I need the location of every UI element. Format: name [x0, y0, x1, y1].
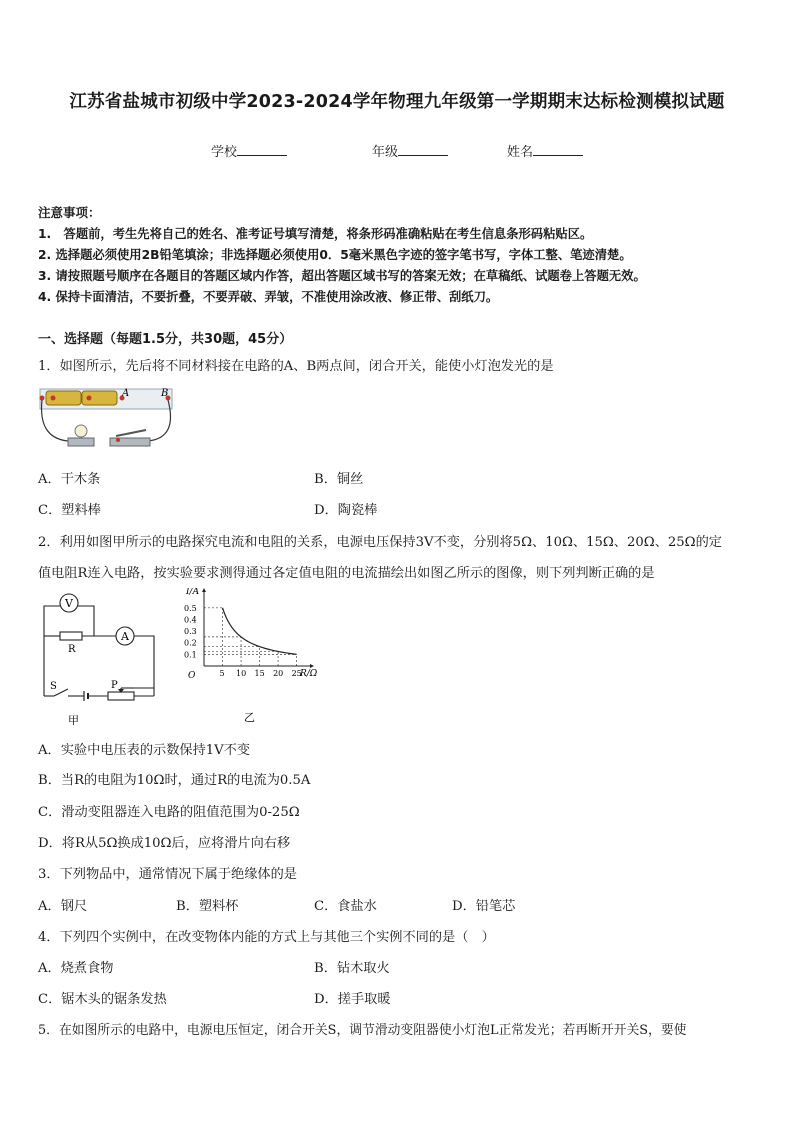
voltmeter-label: V [65, 597, 73, 610]
q2-option-d: D．将R从5Ω换成10Ω后，应将滑片向右移 [38, 836, 291, 851]
name-field: 姓名 [507, 141, 583, 160]
q3-option-c: C．食盐水 [314, 899, 377, 914]
chart-y-tick-label: 0.5 [184, 603, 197, 613]
battery-terminal-icon [87, 396, 92, 401]
switch-base [110, 438, 150, 446]
question-1-stem: 1．如图所示，先后将不同材料接在电路的A、B两点间，闭合开关，能使小灯泡发光的是 [38, 359, 554, 374]
bulb-icon [75, 425, 87, 437]
chart-axes [202, 588, 314, 668]
switch-label: S [50, 681, 57, 692]
grade-blank [398, 144, 448, 156]
chart-x-tick-label: 20 [273, 669, 284, 678]
question-2-stem-line2: 值电阻R连入电路，按实验要求测得通过各定值电阻的电流描绘出如图乙所示的图像，则下列判断正确的是 [38, 566, 655, 581]
ammeter-label: A [121, 630, 129, 643]
question-4-stem: 4．下列四个实例中，在改变物体内能的方式上与其他三个实例不同的是（ ） [38, 930, 495, 945]
q3-option-d: D．铅笔芯 [452, 899, 516, 914]
question-2-stem-line1: 2．利用如图甲所示的电路探究电流和电阻的关系，电源电压保持3V不变，分别将5Ω、10Ω、15Ω、20Ω、25Ω的定 [38, 535, 722, 550]
slider-label: P [111, 680, 118, 691]
q1-circuit-figure [38, 386, 178, 452]
q1-option-a: A．干木条 [38, 472, 101, 487]
label-a: A [122, 388, 130, 399]
q4-option-c: C．锯木头的锯条发热 [38, 992, 167, 1007]
wire [134, 636, 154, 688]
q4-option-a: A．烧煮食物 [38, 961, 114, 976]
chart-ticks [184, 604, 302, 678]
switch-terminal-icon [116, 438, 120, 442]
chart-y-tick-label: 0.1 [184, 650, 197, 660]
resistor-label: R [68, 644, 76, 655]
school-blank [237, 144, 287, 156]
chart-y-tick-label: 0.4 [184, 615, 197, 625]
terminal-icon [40, 396, 45, 401]
chart-origin-label: O [188, 671, 196, 681]
question-3-stem: 3．下列物品中，通常情况下属于绝缘体的是 [38, 867, 297, 882]
chart-x-tick-label: 15 [254, 669, 265, 678]
page-title: 江苏省盐城市初级中学2023-2024学年物理九年级第一学期期末达标检测模拟试题 [69, 92, 725, 112]
q1-option-d: D．陶瓷棒 [314, 503, 378, 518]
note-item: 1. 答题前，考生先将自己的姓名、准考证号填写清楚，将条形码准确粘贴在考生信息条形码粘贴区。 [38, 227, 593, 241]
q3-option-b: B．塑料杯 [176, 899, 239, 914]
chart-y-tick-label: 0.2 [184, 638, 197, 648]
chart-y-axis-label: I/A [186, 588, 200, 597]
q4-option-b: B．钻木取火 [314, 961, 390, 976]
note-item: 4. 保持卡面清洁，不要折叠，不要弄破、弄皱，不准使用涂改液、修正带、刮纸刀。 [38, 290, 499, 304]
chart-y-arrow-icon [202, 588, 206, 592]
notes-heading: 注意事项： [38, 205, 101, 220]
q2-option-c: C．滑动变阻器连入电路的阻值范围为0-25Ω [38, 805, 300, 820]
label-b: B [161, 388, 169, 399]
q2-current-resistance-chart [182, 588, 322, 728]
q4-option-d: D．搓手取暖 [314, 992, 391, 1007]
grade-field: 年级 [372, 141, 448, 160]
circuit-caption: 甲 [68, 714, 79, 727]
wire [44, 606, 60, 636]
note-item: 2. 选择题必须使用2B铅笔填涂；非选择题必须使用0．5毫米黑色字迹的签字笔书写，字体工整、笔迹清楚。 [38, 248, 632, 262]
switch-lever-icon [116, 430, 146, 436]
chart-series-line [223, 608, 297, 655]
chart-x-arrow-icon [310, 664, 314, 668]
q2-option-b: B．当R的电阻为10Ω时，通过R的电流为0.5A [38, 773, 311, 788]
chart-x-axis-label: R/Ω [300, 669, 318, 679]
chart-x-tick-label: 10 [236, 669, 247, 678]
bulb-base [68, 438, 94, 446]
rheostat-icon [108, 692, 134, 700]
battery-terminal-icon [51, 396, 56, 401]
school-field: 学校 [211, 141, 287, 160]
chart-y-tick-label: 0.3 [184, 627, 197, 637]
q1-option-c: C．塑料棒 [38, 503, 101, 518]
chart-x-tick-label: 25 [291, 669, 302, 678]
resistor-icon [60, 632, 82, 640]
q2-option-a: A．实验中电压表的示数保持1V不变 [38, 743, 251, 758]
q2-circuit-figure [38, 592, 163, 728]
chart-x-tick-label: 5 [219, 669, 225, 678]
chart-guides [204, 608, 297, 666]
section-heading: 一、选择题（每题1.5分，共30题，45分） [38, 332, 293, 347]
chart-caption: 乙 [244, 711, 255, 724]
q1-option-b: B．铜丝 [314, 472, 364, 487]
question-5-stem: 5．在如图所示的电路中，电源电压恒定，闭合开关S，调节滑动变阻器使小灯泡L正常发光；若再断开开关S，要使 [38, 1023, 687, 1038]
name-blank [533, 144, 583, 156]
note-item: 3. 请按照题号顺序在各题目的答题区域内作答，超出答题区域书写的答案无效；在草稿纸、试题卷上答题无效。 [38, 269, 646, 283]
q3-option-a: A．钢尺 [38, 899, 88, 914]
